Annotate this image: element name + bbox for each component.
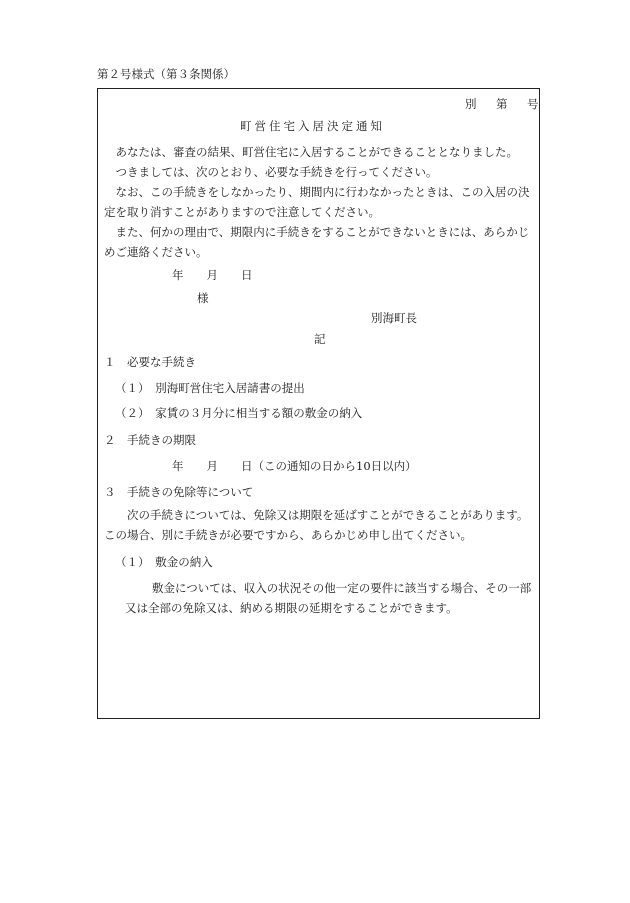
date-line: 年 月 日	[172, 268, 253, 282]
reference-number: 別 第 号	[465, 97, 543, 111]
section3-item-label: （１） 敷金の納入	[115, 555, 213, 569]
document-title: 町営住宅入居決定通知	[240, 119, 385, 133]
intro-paragraph-4: また、何かの理由で、期限内に手続きをすることができないときには、あらかじめご連絡ください。	[104, 225, 530, 259]
section3-heading: ３ 手続きの免除等について	[104, 485, 254, 499]
section1-item-2: （２） 家賃の３月分に相当する額の敷金の納入	[115, 406, 363, 420]
section2-heading: ２ 手続きの期限	[104, 433, 196, 447]
intro-paragraph-2: つきましては、次のとおり、必要な手続きを行ってください。	[115, 165, 438, 179]
section1-heading: １ 必要な手続き	[104, 355, 196, 369]
issuer-name: 別海町長	[371, 311, 417, 325]
intro-paragraph-3: なお、この手続きをしなかったり、期間内に行わなかったときは、この入居の決定を取り消すことがありますので注意してください。	[104, 185, 530, 219]
intro-paragraph-1: あなたは、審査の結果、町営住宅に入居することができることとなりました。	[115, 145, 518, 159]
section1-item-1: （１） 別海町営住宅入居請書の提出	[115, 381, 305, 395]
section3-item-text-line1: 敷金については、収入の状況その他一定の要件に該当する場合、その一部	[152, 581, 532, 595]
recipient-suffix: 様	[197, 291, 209, 305]
section3-paragraph: 次の手続きについては、免除又は期限を延ばすことができることがあります。この場合、別に手続きが必要ですから、あらかじめ申し出てください。	[104, 508, 529, 542]
form-label: 第２号様式（第３条関係）	[97, 67, 235, 81]
ki-marker: 記	[314, 332, 326, 346]
section3-item-text-line2: 又は全部の免除又は、納める期限の延期をすることができます。	[125, 601, 458, 615]
section2-deadline: 年 月 日（この通知の日から10日以内）	[172, 459, 417, 473]
